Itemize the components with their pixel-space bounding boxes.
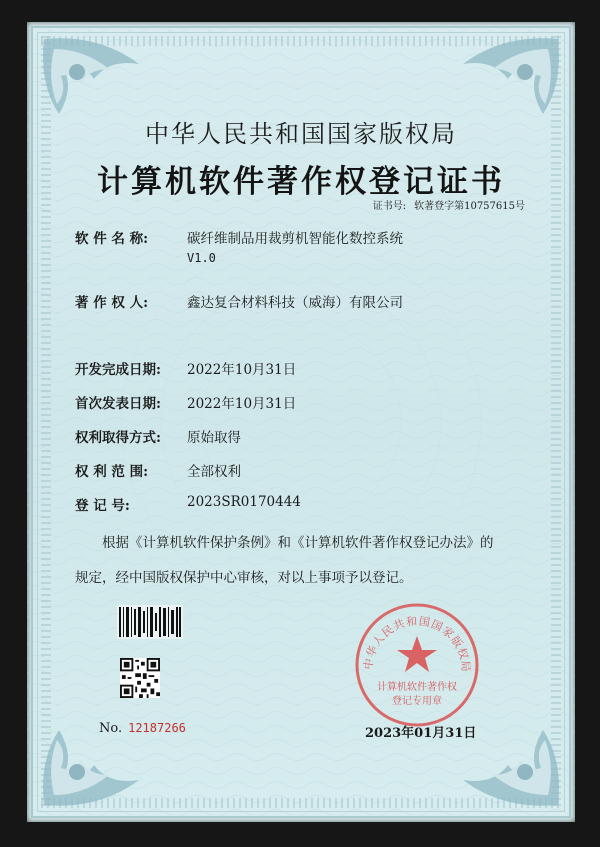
serial-label: No. bbox=[99, 721, 123, 736]
dev-date-row bbox=[75, 358, 296, 378]
scope-row bbox=[75, 460, 241, 480]
official-seal-icon bbox=[352, 600, 482, 730]
qr-code-icon bbox=[120, 658, 160, 698]
scope-value: 全部权利 bbox=[187, 464, 241, 480]
barcode-icon bbox=[117, 605, 183, 639]
acquire-row bbox=[75, 426, 241, 446]
inner-border bbox=[37, 32, 565, 812]
seal-bottom-text: 登记专用章 bbox=[392, 696, 442, 707]
owner-row bbox=[75, 291, 403, 311]
seal-center-text: 计算机软件著作权 bbox=[377, 682, 457, 693]
cert-no-value: 软著登字第10757615号 bbox=[414, 201, 525, 212]
software-version: V1.0 bbox=[187, 251, 216, 265]
body-line-2: 规定，经中国版权保护中心审核，对以上事项予以登记。 bbox=[75, 570, 413, 586]
left-fret-border bbox=[41, 36, 51, 808]
reg-no-row bbox=[75, 494, 301, 514]
dev-date-value: 2022年10月31日 bbox=[187, 362, 297, 378]
issue-date: 2023年01月31日 bbox=[365, 726, 477, 741]
acquire-label: 权利取得方式: bbox=[75, 430, 161, 446]
software-name-row bbox=[75, 227, 403, 265]
certificate-number bbox=[373, 197, 525, 212]
software-name-label: 软 件 名 称: bbox=[75, 231, 149, 247]
pub-date-row bbox=[75, 392, 296, 412]
owner-label: 著 作 权 人: bbox=[75, 295, 149, 311]
reg-no-value: 2023SR0170444 bbox=[187, 494, 301, 510]
scope-label: 权 利 范 围: bbox=[75, 464, 149, 480]
cert-no-label: 证书号: bbox=[372, 201, 407, 212]
dev-date-label: 开发完成日期: bbox=[75, 362, 161, 378]
pub-date-label: 首次发表日期: bbox=[75, 396, 161, 412]
software-name-value: 碳纤维制品用裁剪机智能化数控系统 bbox=[187, 231, 403, 247]
reg-no-label: 登 记 号: bbox=[75, 498, 130, 514]
seal-top-text: 中华人民共和国国家版权局 bbox=[361, 614, 473, 674]
acquire-value: 原始取得 bbox=[187, 430, 241, 446]
body-line-1: 根据《计算机软件保护条例》和《计算机软件著作权登记办法》的 bbox=[102, 535, 494, 551]
serial-value: 12187266 bbox=[128, 721, 186, 735]
certificate-title: 计算机软件著作权登记证书 bbox=[97, 164, 505, 200]
agency-title: 中华人民共和国国家版权局 bbox=[145, 120, 457, 148]
right-fret-border bbox=[551, 36, 561, 808]
pub-date-value: 2022年10月31日 bbox=[187, 396, 297, 412]
owner-value: 鑫达复合材料科技（威海）有限公司 bbox=[187, 295, 403, 311]
serial-number bbox=[99, 721, 186, 736]
certificate-paper bbox=[27, 22, 575, 822]
